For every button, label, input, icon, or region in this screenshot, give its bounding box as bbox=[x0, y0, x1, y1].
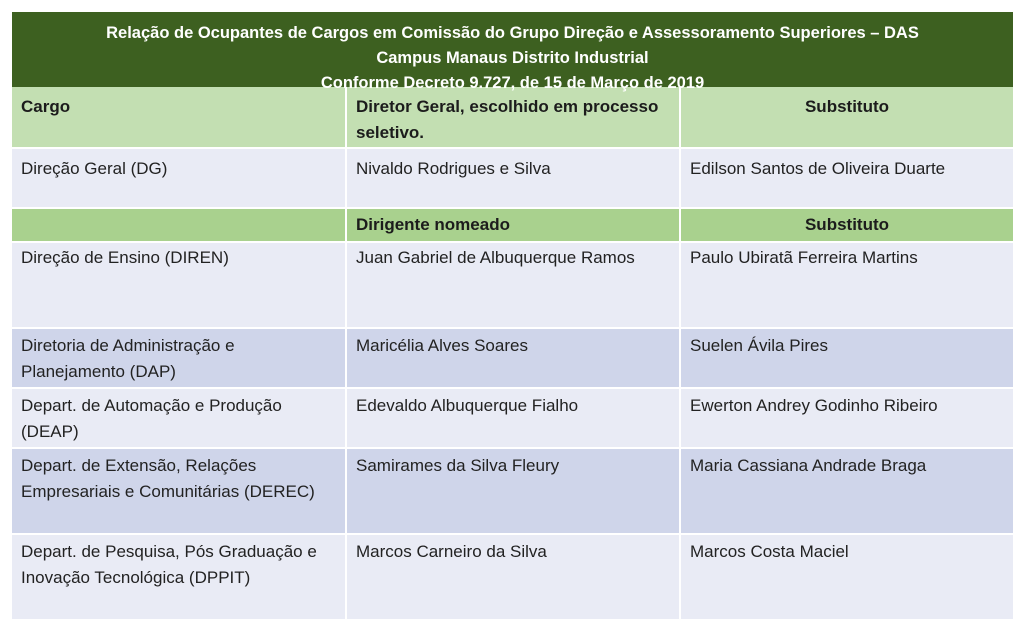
cell-titular: Nivaldo Rodrigues e Silva bbox=[346, 148, 680, 208]
occupants-table bbox=[12, 87, 1013, 621]
cell-titular: Juan Gabriel de Albuquerque Ramos bbox=[346, 242, 680, 328]
cell-substituto: Suelen Ávila Pires bbox=[680, 328, 1013, 388]
cell-substituto: Maria Cassiana Andrade Braga bbox=[680, 448, 1013, 534]
cell-cargo: Direção de Ensino (DIREN) bbox=[12, 242, 346, 328]
header-substituto: Substituto bbox=[680, 87, 1013, 148]
header-cargo: Cargo bbox=[12, 87, 346, 148]
title-line-1: Relação de Ocupantes de Cargos em Comissão do Grupo Direção e Assessoramento Superiores – DAS bbox=[106, 24, 919, 42]
cell-titular: Marcos Carneiro da Silva bbox=[346, 534, 680, 620]
cell-substituto: Paulo Ubiratã Ferreira Martins bbox=[680, 242, 1013, 328]
title-line-2: Campus Manaus Distrito Industrial bbox=[376, 49, 649, 67]
cell-substituto: Edilson Santos de Oliveira Duarte bbox=[680, 148, 1013, 208]
table-row bbox=[12, 328, 1013, 388]
table-row bbox=[12, 448, 1013, 534]
table-row bbox=[12, 242, 1013, 328]
table-subheader-row bbox=[12, 208, 1013, 242]
cell-cargo: Direção Geral (DG) bbox=[12, 148, 346, 208]
table-row bbox=[12, 148, 1013, 208]
document bbox=[12, 12, 1013, 621]
subheader-dirigente: Dirigente nomeado bbox=[346, 208, 680, 242]
header-diretor-geral: Diretor Geral, escolhido em processo seletivo. bbox=[346, 87, 680, 148]
subheader-empty bbox=[12, 208, 346, 242]
cell-titular: Maricélia Alves Soares bbox=[346, 328, 680, 388]
cell-cargo: Diretoria de Administração e Planejamento (DAP) bbox=[12, 328, 346, 388]
cell-titular: Edevaldo Albuquerque Fialho bbox=[346, 388, 680, 448]
cell-substituto: Ewerton Andrey Godinho Ribeiro bbox=[680, 388, 1013, 448]
title-line-3: Conforme Decreto 9.727, de 15 de Março de 2019 bbox=[320, 74, 705, 92]
table-header-row bbox=[12, 87, 1013, 148]
subheader-substituto: Substituto bbox=[680, 208, 1013, 242]
title-banner bbox=[12, 12, 1013, 92]
cell-cargo: Depart. de Extensão, Relações Empresariais e Comunitárias (DEREC) bbox=[12, 448, 346, 534]
cell-cargo: Depart. de Automação e Produção (DEAP) bbox=[12, 388, 346, 448]
table-row bbox=[12, 534, 1013, 620]
cell-titular: Samirames da Silva Fleury bbox=[346, 448, 680, 534]
table-row bbox=[12, 388, 1013, 448]
cell-cargo: Depart. de Pesquisa, Pós Graduação e Inovação Tecnológica (DPPIT) bbox=[12, 534, 346, 620]
cell-substituto: Marcos Costa Maciel bbox=[680, 534, 1013, 620]
